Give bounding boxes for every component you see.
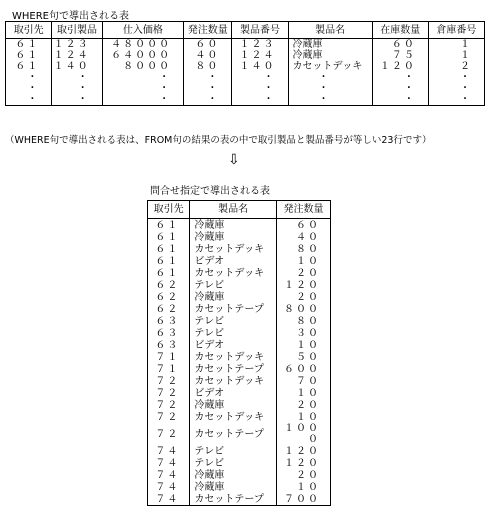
cell: ２０ bbox=[277, 399, 331, 411]
cell: カセットテープ bbox=[190, 493, 277, 506]
cell: ７４ bbox=[148, 493, 190, 506]
cell: ６４０００ bbox=[102, 50, 183, 61]
cell: １２３ bbox=[52, 39, 102, 51]
cell: カセットデッキ bbox=[190, 411, 277, 423]
cell: 冷蔵庫 bbox=[190, 219, 277, 232]
ellipsis-row bbox=[6, 83, 485, 94]
table-row bbox=[148, 303, 331, 315]
column-header: 取引製品 bbox=[52, 22, 102, 39]
column-header: 取引先 bbox=[6, 22, 52, 39]
dot: ・ bbox=[288, 83, 372, 94]
cell: ６０ bbox=[277, 219, 331, 232]
cell: ７４ bbox=[148, 481, 190, 493]
dot: ・ bbox=[428, 94, 484, 106]
column-header: 倉庫番号 bbox=[428, 22, 484, 39]
ellipsis-row bbox=[6, 94, 485, 106]
cell: ３０ bbox=[277, 327, 331, 339]
column-header: 取引先 bbox=[148, 201, 190, 219]
column-header: 製品名 bbox=[288, 22, 372, 39]
table-row bbox=[148, 387, 331, 399]
cell: ８０ bbox=[277, 315, 331, 327]
column-header: 仕入価格 bbox=[102, 22, 183, 39]
cell: ７１ bbox=[148, 363, 190, 375]
cell: ４０ bbox=[277, 231, 331, 243]
cell: １２３ bbox=[232, 39, 288, 51]
cell: 冷蔵庫 bbox=[190, 231, 277, 243]
down-arrow-icon: ⇩ bbox=[228, 152, 240, 168]
dot: ・ bbox=[372, 94, 428, 106]
cell: ６１ bbox=[148, 219, 190, 232]
cell: テレビ bbox=[190, 457, 277, 469]
dot: ・ bbox=[288, 72, 372, 83]
cell: テレビ bbox=[190, 327, 277, 339]
dot: ・ bbox=[102, 83, 183, 94]
table-row bbox=[148, 243, 331, 255]
cell: ７５ bbox=[372, 50, 428, 61]
cell: ７２ bbox=[148, 387, 190, 399]
cell: ４８０００ bbox=[102, 39, 183, 51]
cell: ７４ bbox=[148, 457, 190, 469]
cell: カセットデッキ bbox=[190, 351, 277, 363]
where-result-table bbox=[5, 21, 485, 106]
table-row bbox=[148, 267, 331, 279]
cell: 冷蔵庫 bbox=[190, 291, 277, 303]
table-row bbox=[148, 363, 331, 375]
cell: ６２ bbox=[148, 303, 190, 315]
table-row bbox=[148, 457, 331, 469]
cell: カセットデッキ bbox=[190, 243, 277, 255]
dot: ・ bbox=[102, 94, 183, 106]
cell: １２０ bbox=[372, 61, 428, 72]
table-row bbox=[148, 399, 331, 411]
column-header: 発注数量 bbox=[277, 201, 331, 219]
cell: 冷蔵庫 bbox=[190, 469, 277, 481]
table-row bbox=[148, 493, 331, 506]
dot: ・ bbox=[372, 83, 428, 94]
cell: ７４ bbox=[148, 469, 190, 481]
query-table-title: 問合せ指定で導出される表 bbox=[150, 186, 270, 197]
table-row bbox=[6, 50, 485, 61]
cell: １２０ bbox=[277, 279, 331, 291]
dot: ・ bbox=[184, 83, 232, 94]
cell: ２ bbox=[428, 61, 484, 72]
where-table-title: WHERE句で導出される表 bbox=[12, 11, 129, 22]
table-header-row bbox=[148, 201, 331, 219]
dot: ・ bbox=[232, 83, 288, 94]
cell: ６２ bbox=[148, 291, 190, 303]
table-header-row bbox=[6, 22, 485, 39]
cell: ７１ bbox=[148, 351, 190, 363]
dot: ・ bbox=[52, 94, 102, 106]
cell: ８０ bbox=[277, 243, 331, 255]
table-row bbox=[148, 255, 331, 267]
dot: ・ bbox=[428, 72, 484, 83]
table-row bbox=[148, 351, 331, 363]
table-row bbox=[6, 39, 485, 51]
dot: ・ bbox=[288, 94, 372, 106]
cell: １２０ bbox=[277, 457, 331, 469]
cell: ６１ bbox=[6, 39, 52, 51]
cell: ６１ bbox=[148, 267, 190, 279]
cell: １２４ bbox=[232, 50, 288, 61]
dot: ・ bbox=[6, 83, 52, 94]
dot: ・ bbox=[184, 94, 232, 106]
dot: ・ bbox=[428, 83, 484, 94]
cell: ６１ bbox=[6, 50, 52, 61]
cell: １ bbox=[428, 50, 484, 61]
dot: ・ bbox=[6, 72, 52, 83]
cell: ６０ bbox=[184, 39, 232, 51]
table-row bbox=[148, 279, 331, 291]
cell: ７０ bbox=[277, 375, 331, 387]
cell: ６３ bbox=[148, 315, 190, 327]
cell: ８０ bbox=[184, 61, 232, 72]
cell: ２０ bbox=[277, 267, 331, 279]
cell: １０ bbox=[277, 339, 331, 351]
cell: 冷蔵庫 bbox=[190, 399, 277, 411]
dot: ・ bbox=[6, 94, 52, 106]
dot: ・ bbox=[372, 72, 428, 83]
dot: ・ bbox=[52, 72, 102, 83]
cell: １０００ bbox=[277, 423, 331, 445]
cell: ２０ bbox=[277, 291, 331, 303]
cell: ６０ bbox=[372, 39, 428, 51]
table-row bbox=[148, 327, 331, 339]
cell: ８０００ bbox=[102, 61, 183, 72]
cell: ビデオ bbox=[190, 387, 277, 399]
cell: ５０ bbox=[277, 351, 331, 363]
query-result-table bbox=[147, 200, 331, 506]
cell: テレビ bbox=[190, 445, 277, 457]
cell: ７２ bbox=[148, 375, 190, 387]
cell: カセットテープ bbox=[190, 303, 277, 315]
cell: ビデオ bbox=[190, 255, 277, 267]
table-row bbox=[148, 469, 331, 481]
cell: １２０ bbox=[277, 445, 331, 457]
explanation-note: （WHERE句で導出される表は、FROM句の結果の表の中で取引製品と製品番号が等しい23行です） bbox=[5, 135, 432, 146]
cell: ７２ bbox=[148, 411, 190, 423]
table-row bbox=[148, 219, 331, 232]
dot: ・ bbox=[52, 83, 102, 94]
cell: １０ bbox=[277, 255, 331, 267]
cell: ビデオ bbox=[190, 339, 277, 351]
column-header: 製品名 bbox=[190, 201, 277, 219]
table-row bbox=[148, 315, 331, 327]
cell: ７２ bbox=[148, 399, 190, 411]
cell: １０ bbox=[277, 411, 331, 423]
cell: 冷蔵庫 bbox=[288, 50, 372, 61]
cell: ８００ bbox=[277, 303, 331, 315]
table-row bbox=[148, 291, 331, 303]
cell: テレビ bbox=[190, 315, 277, 327]
table-row bbox=[148, 411, 331, 423]
query-table-body bbox=[148, 219, 331, 506]
cell: ２０ bbox=[277, 469, 331, 481]
cell: ６１ bbox=[148, 255, 190, 267]
column-header: 発注数量 bbox=[184, 22, 232, 39]
table-row bbox=[148, 481, 331, 493]
cell: ６１ bbox=[148, 231, 190, 243]
cell: ６３ bbox=[148, 327, 190, 339]
column-header: 製品番号 bbox=[232, 22, 288, 39]
table-row bbox=[148, 445, 331, 457]
dot: ・ bbox=[232, 94, 288, 106]
dot: ・ bbox=[184, 72, 232, 83]
ellipsis-row bbox=[6, 72, 485, 83]
dot: ・ bbox=[232, 72, 288, 83]
cell: テレビ bbox=[190, 279, 277, 291]
cell: 冷蔵庫 bbox=[190, 481, 277, 493]
cell: カセットデッキ bbox=[288, 61, 372, 72]
cell: ７４ bbox=[148, 445, 190, 457]
table-row bbox=[148, 339, 331, 351]
table-row bbox=[148, 423, 331, 445]
cell: カセットデッキ bbox=[190, 375, 277, 387]
cell: ６３ bbox=[148, 339, 190, 351]
table-row bbox=[148, 375, 331, 387]
cell: １４０ bbox=[232, 61, 288, 72]
cell: ６１ bbox=[6, 61, 52, 72]
cell: １０ bbox=[277, 387, 331, 399]
cell: １４０ bbox=[52, 61, 102, 72]
table-row bbox=[6, 61, 485, 72]
cell: １ bbox=[428, 39, 484, 51]
cell: ６１ bbox=[148, 243, 190, 255]
table-row bbox=[148, 231, 331, 243]
cell: 冷蔵庫 bbox=[288, 39, 372, 51]
cell: ７００ bbox=[277, 493, 331, 506]
cell: １０ bbox=[277, 481, 331, 493]
cell: ６００ bbox=[277, 363, 331, 375]
cell: カセットデッキ bbox=[190, 267, 277, 279]
cell: カセットテープ bbox=[190, 363, 277, 375]
cell: カセットテープ bbox=[190, 423, 277, 445]
cell: ４０ bbox=[184, 50, 232, 61]
cell: ７２ bbox=[148, 423, 190, 445]
cell: ６２ bbox=[148, 279, 190, 291]
dot: ・ bbox=[102, 72, 183, 83]
column-header: 在庫数量 bbox=[372, 22, 428, 39]
cell: １２４ bbox=[52, 50, 102, 61]
